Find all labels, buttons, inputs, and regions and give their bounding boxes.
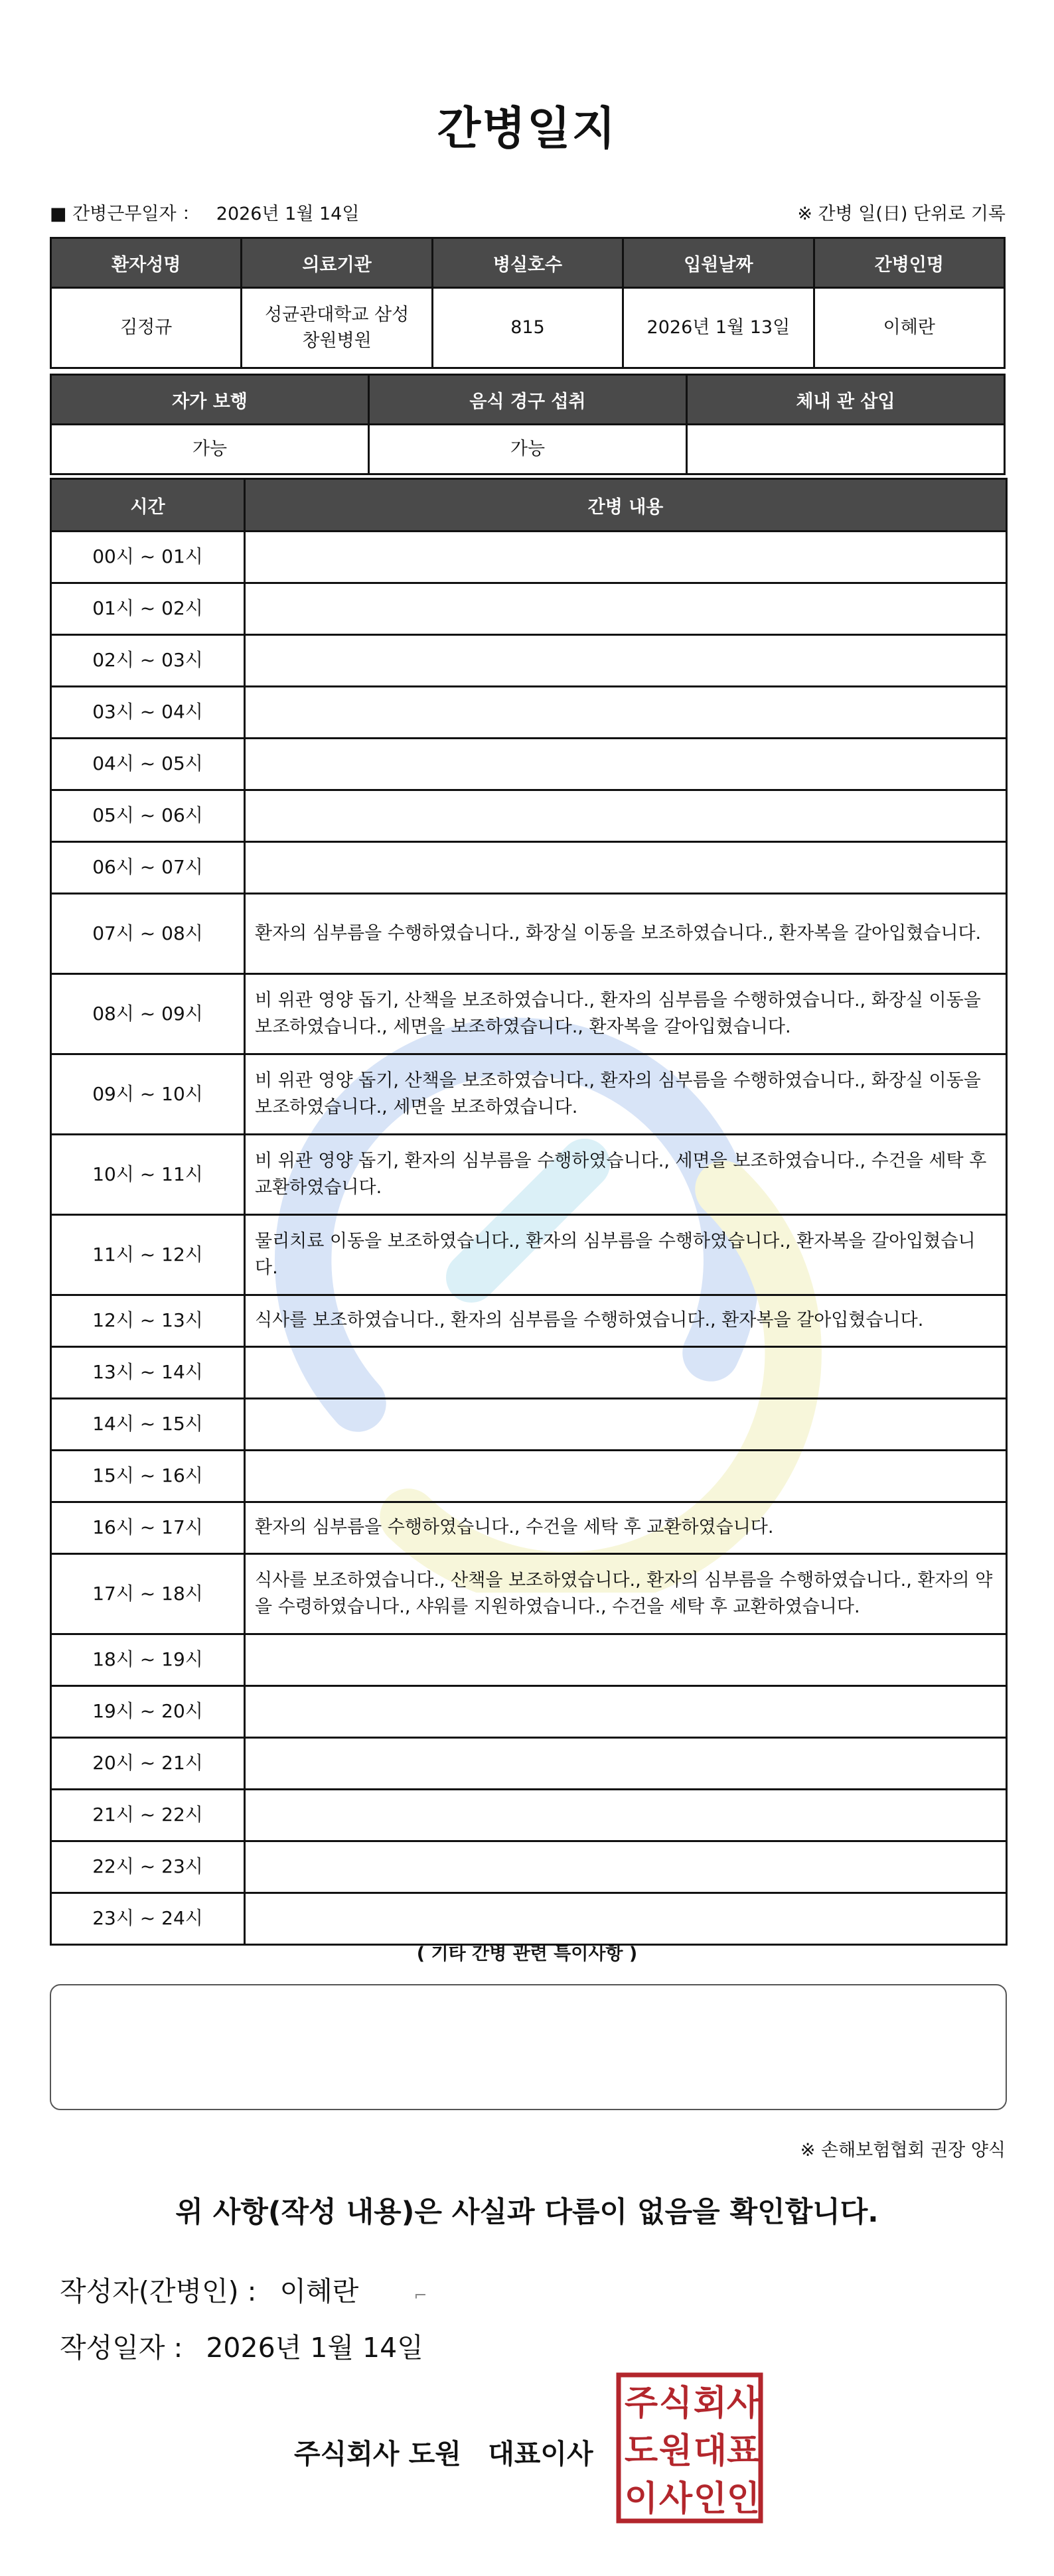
table-row xyxy=(51,842,1007,894)
header-time: 시간 xyxy=(51,479,245,532)
table-row xyxy=(51,635,1007,687)
patient-name: 김정규 xyxy=(51,288,242,368)
written-date-value: 2026년 1월 14일 xyxy=(206,2332,423,2364)
svg-text:원: 원 xyxy=(658,2431,693,2471)
row-content: 비 위관 영양 돕기, 산책을 보조하였습니다., 환자의 심부름을 수행하였습니다., 화장실 이동을 보조하였습니다., 세면을 보조하였습니다., 환자복을 갈아입혔습니다. xyxy=(245,974,1007,1054)
table-row xyxy=(51,532,1007,583)
table-row xyxy=(51,894,1007,974)
row-content xyxy=(245,842,1007,894)
row-time: 18시 ~ 19시 xyxy=(51,1634,245,1686)
room-number: 815 xyxy=(432,288,623,368)
row-content xyxy=(245,1686,1007,1738)
row-time: 21시 ~ 22시 xyxy=(51,1790,245,1841)
table-row xyxy=(51,1347,1007,1399)
row-content: 환자의 심부름을 수행하였습니다., 수건을 세탁 후 교환하였습니다. xyxy=(245,1502,1007,1554)
hospital-name: 성균관대학교 삼성 창원병원 xyxy=(242,288,432,368)
table-row xyxy=(51,1135,1007,1215)
row-time: 02시 ~ 03시 xyxy=(51,635,245,687)
header-room: 병실호수 xyxy=(432,238,623,288)
writer-name: 이혜란 xyxy=(279,2275,359,2307)
table-row xyxy=(51,687,1007,739)
work-date xyxy=(50,199,359,225)
svg-text:이: 이 xyxy=(624,2479,658,2519)
patient-status-table xyxy=(50,374,1006,475)
table-row xyxy=(51,1451,1007,1502)
header-tube-insertion: 체내 관 삽입 xyxy=(687,375,1005,425)
row-time: 16시 ~ 17시 xyxy=(51,1502,245,1554)
svg-text:인: 인 xyxy=(693,2479,727,2519)
svg-text:주: 주 xyxy=(624,2384,658,2423)
table-row xyxy=(51,1554,1007,1634)
row-content xyxy=(245,1841,1007,1893)
company-line xyxy=(294,2432,593,2471)
header-hospital: 의료기관 xyxy=(242,238,432,288)
row-content xyxy=(245,1451,1007,1502)
row-time: 19시 ~ 20시 xyxy=(51,1686,245,1738)
table-row xyxy=(51,1790,1007,1841)
writer-label: 작성자(간병인) : xyxy=(60,2275,257,2307)
row-time: 01시 ~ 02시 xyxy=(51,583,245,635)
admission-date: 2026년 1월 13일 xyxy=(623,288,814,368)
table-row xyxy=(51,1634,1007,1686)
svg-text:대: 대 xyxy=(693,2431,727,2471)
header-oral-intake: 음식 경구 섭취 xyxy=(369,375,687,425)
row-time: 23시 ~ 24시 xyxy=(51,1893,245,1945)
row-time: 13시 ~ 14시 xyxy=(51,1347,245,1399)
page-title: 간병일지 xyxy=(437,103,617,155)
svg-text:회: 회 xyxy=(693,2384,727,2423)
row-time: 08시 ~ 09시 xyxy=(51,974,245,1054)
header-admission-date: 입원날짜 xyxy=(623,238,814,288)
company-name: 주식회사 도원 xyxy=(294,2438,461,2470)
row-content: 비 위관 영양 돕기, 산책을 보조하였습니다., 환자의 심부름을 수행하였습니다., 화장실 이동을 보조하였습니다., 세면을 보조하였습니다. xyxy=(245,1054,1007,1135)
table-row xyxy=(51,1893,1007,1945)
header-patient-name: 환자성명 xyxy=(51,238,242,288)
table-row xyxy=(51,1295,1007,1347)
row-time: 00시 ~ 01시 xyxy=(51,532,245,583)
svg-text:식: 식 xyxy=(658,2384,693,2423)
table-row xyxy=(51,1738,1007,1790)
row-content: 물리치료 이동을 보조하였습니다., 환자의 심부름을 수행하였습니다., 환자복을 갈아입혔습니다. xyxy=(245,1215,1007,1295)
row-content: 식사를 보조하였습니다., 산책을 보조하였습니다., 환자의 심부름을 수행하였습니다., 환자의 약을 수령하였습니다., 샤워를 지원하였습니다., 수건을 세탁 후 교환하였습니다. xyxy=(245,1554,1007,1634)
header-caregiver: 간병인명 xyxy=(814,238,1004,288)
header-care-content: 간병 내용 xyxy=(245,479,1007,532)
source-note: ※ 손해보험협회 권장 양식 xyxy=(800,2140,1006,2161)
care-log-table xyxy=(50,478,1008,1946)
caregiver-name: 이혜란 xyxy=(814,288,1004,368)
row-time: 03시 ~ 04시 xyxy=(51,687,245,739)
company-seal xyxy=(616,2372,763,2524)
notes-box xyxy=(50,1984,1007,2110)
row-content xyxy=(245,1634,1007,1686)
oral-intake-value: 가능 xyxy=(369,425,687,474)
patient-info-table xyxy=(50,237,1006,369)
table-row xyxy=(51,1215,1007,1295)
row-content: 식사를 보조하였습니다., 환자의 심부름을 수행하였습니다., 환자복을 갈아입혔습니다. xyxy=(245,1295,1007,1347)
row-time: 15시 ~ 16시 xyxy=(51,1451,245,1502)
row-time: 07시 ~ 08시 xyxy=(51,894,245,974)
notes-title: ( 기타 간병 관련 특이사항 ) xyxy=(416,1944,638,1964)
table-row xyxy=(51,790,1007,842)
row-content xyxy=(245,1399,1007,1451)
signature-mark: ⌐ xyxy=(414,2286,427,2305)
svg-text:도: 도 xyxy=(624,2431,658,2471)
row-content xyxy=(245,583,1007,635)
work-date-value: 2026년 1월 14일 xyxy=(216,204,360,224)
row-content: 비 위관 영양 돕기, 환자의 심부름을 수행하였습니다., 세면을 보조하였습니다., 수건을 세탁 후 교환하였습니다. xyxy=(245,1135,1007,1215)
written-date-line xyxy=(60,2326,423,2365)
confirmation-statement: 위 사항(작성 내용)은 사실과 다름이 없음을 확인합니다. xyxy=(175,2196,879,2229)
table-row xyxy=(51,1399,1007,1451)
unit-note: ※ 간병 일(日) 단위로 기록 xyxy=(797,204,1006,224)
row-time: 09시 ~ 10시 xyxy=(51,1054,245,1135)
table-row xyxy=(51,1054,1007,1135)
row-content xyxy=(245,1790,1007,1841)
row-content xyxy=(245,1347,1007,1399)
row-time: 22시 ~ 23시 xyxy=(51,1841,245,1893)
table-row xyxy=(51,1502,1007,1554)
table-row xyxy=(51,974,1007,1054)
row-content xyxy=(245,635,1007,687)
row-time: 06시 ~ 07시 xyxy=(51,842,245,894)
row-time: 12시 ~ 13시 xyxy=(51,1295,245,1347)
row-content xyxy=(245,687,1007,739)
svg-text:사: 사 xyxy=(726,2384,761,2423)
row-time: 17시 ~ 18시 xyxy=(51,1554,245,1634)
tube-insertion-value xyxy=(687,425,1005,474)
written-date-label: 작성일자 : xyxy=(60,2332,183,2364)
writer-line xyxy=(60,2269,427,2309)
table-row xyxy=(51,1686,1007,1738)
table-row xyxy=(51,1841,1007,1893)
svg-text:사: 사 xyxy=(658,2479,693,2519)
row-time: 05시 ~ 06시 xyxy=(51,790,245,842)
header-self-walking: 자가 보행 xyxy=(51,375,369,425)
self-walking-value: 가능 xyxy=(51,425,369,474)
row-time: 20시 ~ 21시 xyxy=(51,1738,245,1790)
row-time: 14시 ~ 15시 xyxy=(51,1399,245,1451)
table-row xyxy=(51,583,1007,635)
meta-line xyxy=(50,199,1006,225)
row-content xyxy=(245,739,1007,790)
svg-text:인: 인 xyxy=(726,2479,761,2519)
row-content xyxy=(245,1738,1007,1790)
work-date-label: ■ 간병근무일자 ： xyxy=(50,204,200,224)
row-time: 10시 ~ 11시 xyxy=(51,1135,245,1215)
row-content xyxy=(245,790,1007,842)
row-content: 환자의 심부름을 수행하였습니다., 화장실 이동을 보조하였습니다., 환자복을 갈아입혔습니다. xyxy=(245,894,1007,974)
table-row xyxy=(51,739,1007,790)
row-content xyxy=(245,1893,1007,1945)
row-content xyxy=(245,532,1007,583)
company-title: 대표이사 xyxy=(488,2438,593,2470)
row-time: 11시 ~ 12시 xyxy=(51,1215,245,1295)
svg-text:표: 표 xyxy=(726,2431,761,2471)
row-time: 04시 ~ 05시 xyxy=(51,739,245,790)
